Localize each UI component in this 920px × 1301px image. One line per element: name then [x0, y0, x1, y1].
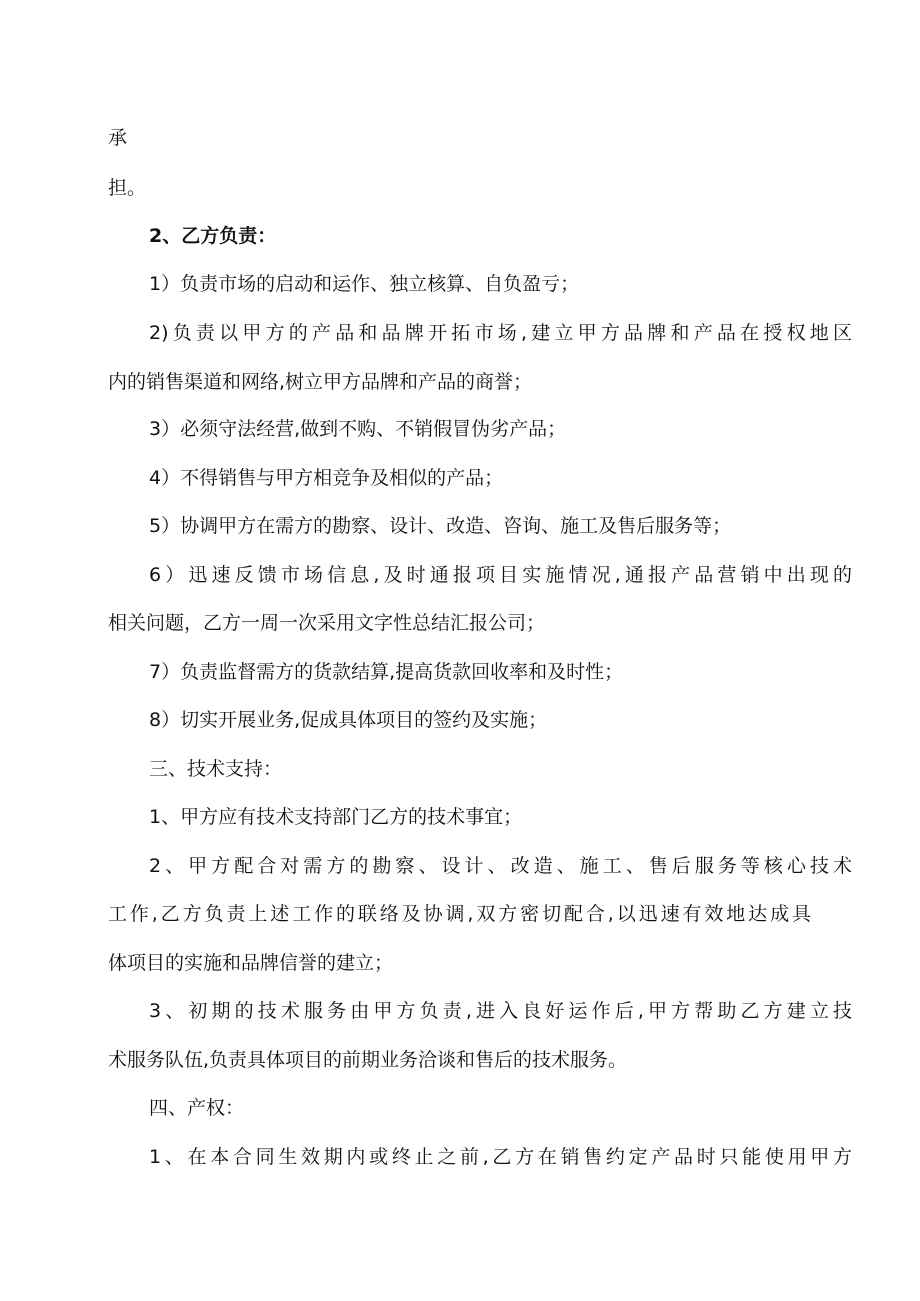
property-item-1-line-1: 1、在本合同生效期内或终止之前,乙方在销售约定产品时只能使用甲方	[149, 1146, 852, 1168]
tech-item-2-line-2: 工作,乙方负责上述工作的联络及协调,双方密切配合,以迅速有效地达成具	[108, 903, 811, 925]
list-item-6-line-1: 6）迅速反馈市场信息,及时通报项目实施情况,通报产品营销中出现的	[149, 564, 852, 586]
list-item-5: 5）协调甲方在需方的勘察、设计、改造、咨询、施工及售后服务等；	[149, 515, 732, 537]
tech-item-3-line-2: 术服务队伍,负责具体项目的前期业务洽谈和售后的技术服务。	[108, 1049, 628, 1071]
list-item-2-line-1: 2)负责以甲方的产品和品牌开拓市场,建立甲方品牌和产品在授权地区	[149, 322, 852, 344]
text-line-1: 承	[108, 127, 128, 149]
list-item-4: 4）不得销售与甲方相竞争及相似的产品；	[149, 467, 504, 489]
section-heading-yi-responsibilities: 2、乙方负责：	[149, 225, 277, 247]
list-item-1: 1）负责市场的启动和运作、独立核算、自负盈亏；	[149, 273, 580, 295]
list-item-2-line-2: 内的销售渠道和网络,树立甲方品牌和产品的商誉；	[108, 371, 533, 393]
list-item-7: 7）负责监督需方的货款结算,提高货款回收率和及时性；	[149, 661, 624, 683]
section-heading-property-rights: 四、产权：	[149, 1097, 245, 1119]
tech-item-2-line-3: 体项目的实施和品牌信誉的建立；	[108, 952, 394, 974]
list-item-8: 8）切实开展业务,促成具体项目的签约及实施；	[149, 709, 548, 731]
tech-item-3-line-1: 3、初期的技术服务由甲方负责,进入良好运作后,甲方帮助乙方建立技	[149, 1000, 852, 1022]
tech-item-1: 1、甲方应有技术支持部门乙方的技术事宜；	[149, 806, 523, 828]
list-item-6-line-2: 相关问题，乙方一周一次采用文字性总结汇报公司；	[108, 612, 546, 634]
section-heading-technical-support: 三、技术支持：	[149, 758, 283, 780]
text-line-2: 担。	[108, 177, 147, 199]
list-item-3: 3）必须守法经营,做到不购、不销假冒伪劣产品；	[149, 418, 567, 440]
tech-item-2-line-1: 2、甲方配合对需方的勘察、设计、改造、施工、售后服务等核心技术	[149, 855, 852, 877]
